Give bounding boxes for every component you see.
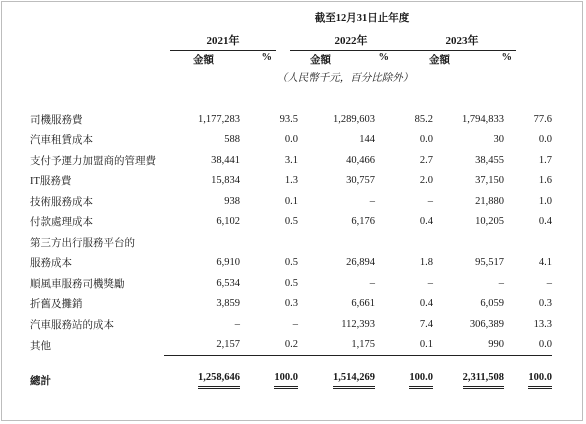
pct-2023: 0.0	[504, 335, 552, 356]
pct-2021: 0.0	[284, 134, 298, 146]
row-label: 付款處理成本	[30, 217, 93, 229]
pct-header-2023: %	[501, 52, 512, 63]
table-row	[30, 109, 552, 130]
pct-2022: 0.4	[419, 216, 433, 228]
pct-2022	[375, 232, 433, 253]
pct-2021: 0.2	[240, 335, 298, 356]
pct-2021: –	[292, 318, 298, 330]
year-2023-underline	[408, 50, 516, 51]
pct-2022: –	[427, 277, 433, 289]
total-pct-2023	[504, 370, 552, 391]
total-pct-2022	[375, 370, 433, 391]
pct-2023: 1.7	[538, 154, 552, 166]
table-row	[30, 232, 552, 253]
amount-2021: 1,177,283	[198, 113, 240, 125]
row-label: 折舊及攤銷	[30, 299, 83, 311]
amount-2023: –	[498, 277, 504, 289]
table-row	[30, 314, 552, 335]
row-label: IT服務費	[30, 176, 72, 188]
pct-header-2022: %	[378, 52, 389, 63]
pct-2023: 0.3	[538, 298, 552, 310]
pct-2021: 93.5	[279, 113, 298, 125]
year-2021-label: 2021年	[206, 35, 240, 47]
amount-2023: 10,205	[475, 216, 504, 228]
amount-2022: 1,289,603	[333, 113, 375, 125]
amount-2023: 21,880	[475, 195, 504, 207]
total-amount-2021	[164, 370, 240, 391]
amount-header-2021: 金額	[193, 55, 214, 66]
pct-2021: 0.3	[284, 298, 298, 310]
amount-2022: 1,175	[298, 335, 375, 356]
pct-2021	[240, 232, 298, 253]
pct-2022: 1.8	[419, 257, 433, 269]
total-label: 總計	[30, 375, 51, 387]
table-spacer	[30, 356, 552, 371]
year-2023-label: 2023年	[445, 35, 479, 47]
total-amount-2023	[433, 370, 504, 391]
amount-2023: 306,389	[469, 318, 504, 330]
row-label: 支付予運力加盟商的管理費	[30, 155, 156, 167]
pct-2023: 4.1	[538, 257, 552, 269]
row-label: 順風車服務司機獎勵	[30, 278, 125, 290]
pct-2022: 0.0	[419, 134, 433, 146]
year-2023-header	[408, 32, 516, 48]
column-subheaders	[0, 52, 586, 66]
total-row	[30, 370, 552, 391]
pct-2021: 0.1	[284, 195, 298, 207]
period-header: 截至12月31日止年度	[314, 13, 410, 24]
pct-2023: 1.0	[538, 195, 552, 207]
amount-2022	[298, 232, 375, 253]
year-2022-header	[290, 32, 412, 48]
total-amount-2021-value: 1,258,646	[198, 371, 240, 389]
table-row	[30, 130, 552, 151]
amount-2021: 2,157	[164, 335, 240, 356]
pct-2022: 2.7	[419, 154, 433, 166]
amount-2023: 95,517	[475, 257, 504, 269]
year-headers	[0, 32, 586, 46]
amount-2022: 112,393	[341, 318, 375, 330]
pct-2022: 0.1	[375, 335, 433, 356]
amount-2021: 938	[224, 195, 240, 207]
total-pct-2021-value: 100.0	[274, 371, 298, 389]
pct-2021: 0.5	[284, 257, 298, 269]
amount-2022: 6,176	[351, 216, 375, 228]
table-row	[30, 212, 552, 233]
total-pct-2022-value: 100.0	[409, 371, 433, 389]
pct-2021: 1.3	[284, 175, 298, 187]
table-row	[30, 294, 552, 315]
amount-2022: –	[369, 277, 375, 289]
pct-2022: 7.4	[419, 318, 433, 330]
pct-2023: 13.3	[533, 318, 552, 330]
amount-2021: 588	[224, 134, 240, 146]
amount-2022: 30,757	[346, 175, 375, 187]
amount-2021: 6,534	[216, 277, 240, 289]
pct-2023: 0.0	[538, 134, 552, 146]
pct-2022: 0.4	[419, 298, 433, 310]
amount-2021: 3,859	[216, 298, 240, 310]
pct-2023	[504, 232, 552, 253]
amount-2021: 6,910	[216, 257, 240, 269]
amount-2023: 6,059	[480, 298, 504, 310]
amount-2022: –	[369, 195, 375, 207]
amount-2023: 30	[493, 134, 504, 146]
pct-2023: 0.4	[538, 216, 552, 228]
amount-header-2023: 金額	[429, 55, 450, 66]
amount-2022: 6,661	[351, 298, 375, 310]
year-2022-label: 2022年	[334, 35, 368, 47]
row-label: 司機服務費	[30, 114, 83, 126]
year-2022-underline	[290, 50, 412, 51]
table-row	[30, 273, 552, 294]
row-label: 汽車服務站的成本	[30, 319, 114, 331]
amount-2022: 144	[359, 134, 375, 146]
amount-header-2022: 金額	[310, 55, 331, 66]
row-label: 汽車租賃成本	[30, 135, 93, 147]
pct-2023: 1.6	[538, 175, 552, 187]
total-amount-2022	[298, 370, 375, 391]
amount-2023: 1,794,833	[462, 113, 504, 125]
pct-2022: 2.0	[419, 175, 433, 187]
pct-header-2021: %	[261, 52, 272, 63]
amount-2021: –	[234, 318, 240, 330]
amount-2023: 990	[433, 335, 504, 356]
table-row	[30, 171, 552, 192]
cost-breakdown-table	[30, 109, 552, 391]
row-label: 服務成本	[30, 258, 72, 270]
total-amount-2022-value: 1,514,269	[333, 371, 375, 389]
pct-2021: 0.5	[284, 216, 298, 228]
pct-2022: 85.2	[414, 113, 433, 125]
table-row	[30, 253, 552, 274]
row-label: 技術服務成本	[30, 196, 93, 208]
pct-2023: –	[546, 277, 552, 289]
total-amount-2023-value: 2,311,508	[463, 371, 504, 389]
amount-2021: 6,102	[216, 216, 240, 228]
table-row	[30, 191, 552, 212]
year-2021-header	[170, 32, 276, 48]
total-pct-2021	[240, 370, 298, 391]
pct-2023: 77.6	[533, 113, 552, 125]
total-pct-2023-value: 100.0	[528, 371, 552, 389]
amount-2021: 38,441	[211, 154, 240, 166]
row-label: 其他	[30, 340, 51, 352]
year-2021-underline	[170, 50, 276, 51]
amount-2023: 38,455	[475, 154, 504, 166]
amount-2021	[164, 232, 240, 253]
table-row	[30, 150, 552, 171]
pct-2022: –	[427, 195, 433, 207]
pct-2021: 3.1	[284, 154, 298, 166]
pct-2021: 0.5	[284, 277, 298, 289]
spacer-cell	[30, 356, 552, 371]
amount-2023	[433, 232, 504, 253]
amount-2021: 15,834	[211, 175, 240, 187]
table-row	[30, 335, 552, 356]
amount-2022: 26,894	[346, 257, 375, 269]
row-label: 第三方出行服務平台的	[30, 237, 135, 249]
unit-note: （人民幣千元，百分比除外）	[276, 73, 414, 84]
amount-2022: 40,466	[346, 154, 375, 166]
amount-2023: 37,150	[475, 175, 504, 187]
